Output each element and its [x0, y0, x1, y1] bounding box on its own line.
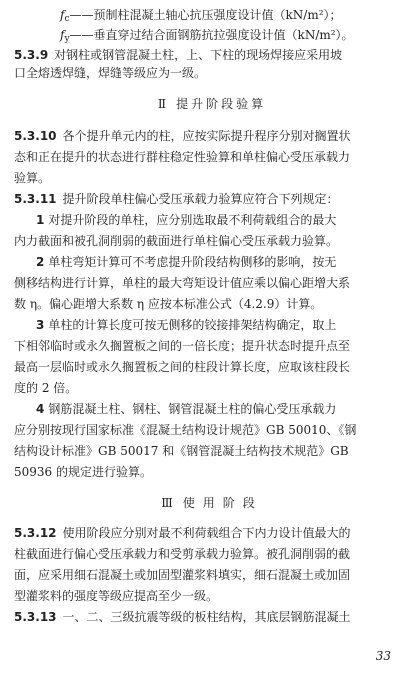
item-text: 结构设计标准》GB 50017 和《钢管混凝土结构技术规范》GB [14, 444, 349, 458]
clause-number: 5.3.13 [14, 610, 57, 624]
clause-5-3-12 [14, 523, 410, 607]
list-item [14, 252, 410, 315]
symbol-subscript: y [64, 34, 70, 44]
item-text: 50936 的规定进行验算。 [14, 465, 152, 479]
item-number: 3 [36, 318, 45, 332]
section-roman: Ⅱ [157, 97, 167, 111]
item-text: 钢筋混凝土柱、钢柱、钢管混凝土柱的偏心受压承载力 [48, 402, 337, 416]
item-number: 2 [36, 255, 45, 269]
clause-5-3-13 [14, 607, 410, 628]
item-number: 4 [36, 402, 45, 416]
clause-text: 各个提升单元内的柱，应按实际提升程序分别对搁置状 [62, 129, 351, 143]
page-number: 33 [375, 649, 391, 663]
item-text: 侧移结构进行计算，单柱的最大弯矩设计值应乘以偏心距增大系 [14, 276, 351, 290]
clause-number: 5.3.9 [14, 48, 49, 62]
clause-5-3-9 [14, 46, 410, 82]
list-item [14, 210, 410, 252]
section-roman: Ⅲ [161, 496, 173, 510]
clause-text: 态和正在提升的状态进行群柱稳定性验算和单柱偏心受压承载力 [14, 150, 351, 164]
section-title: 使用阶段 [182, 496, 263, 510]
clause-text: 型灌浆料的强度等级应提高至少一级。 [14, 589, 219, 603]
clause-5-3-10 [14, 126, 410, 189]
definition-text: ——预制柱混凝土轴心抗压强度设计值（kN/m²）； [69, 8, 342, 22]
clause-text: 一、二、三级抗震等级的板柱结构，其底层钢筋混凝土 [62, 610, 351, 624]
definition-fc [14, 6, 410, 24]
item-text: 对提升阶段的单柱，应分别选取最不利荷载组合的最大 [48, 213, 337, 227]
symbol-f: f [60, 8, 65, 22]
clause-text: 口全熔透焊缝，焊缝等级应为一级。 [14, 66, 207, 80]
section-title: 提升阶段验算 [176, 97, 267, 111]
clause-text: 柱截面进行偏心受压承载力和受剪承载力验算。被孔洞削弱的截 [14, 547, 351, 561]
definition-text: ——垂直穿过结合面钢筋抗拉强度设计值（kN/m²）。 [69, 28, 354, 42]
clause-text: 提升阶段单柱偏心受压承载力验算应符合下列规定： [62, 192, 339, 206]
clause-number: 5.3.11 [14, 192, 57, 206]
item-text: 单柱的计算长度可按无侧移的铰接排架结构确定，取上 [48, 318, 337, 332]
item-text: 应分别按现行国家标准《混凝土结构设计规范》GB 50010、《钢 [14, 423, 357, 437]
item-text: 数 η。偏心距增大系数 η 应按本标准公式（4.2.9）计算。 [14, 297, 323, 311]
clause-5-3-11 [14, 189, 410, 483]
item-text: 度的 2 倍。 [14, 381, 78, 395]
item-text: 内力截面和被孔洞削弱的截面进行单柱偏心受压承载力验算。 [14, 234, 339, 248]
section-heading-3 [14, 493, 410, 513]
clause-text: 验算。 [14, 171, 51, 185]
clause-text: 对钢柱或钢管混凝土柱，上、下柱的现场焊接应采用坡 [54, 48, 343, 62]
item-number: 1 [36, 213, 45, 227]
item-text: 最高一层临时或永久搁置板之间的柱段计算长度，应取该柱段长 [14, 360, 351, 374]
clause-text: 面，应采用细石混凝土或加固型灌浆料填实，细石混凝土或加固 [14, 568, 351, 582]
symbol-f: f [60, 28, 65, 42]
clause-number: 5.3.12 [14, 526, 57, 540]
item-text: 下相邻临时或永久搁置板之间的一倍长度；提升状态时提升点至 [14, 339, 351, 353]
list-item [14, 315, 410, 399]
clause-text: 使用阶段应分别对最不利荷载组合下内力设计值最大的 [62, 526, 351, 540]
list-item [14, 399, 410, 483]
section-heading-2 [14, 94, 410, 114]
definition-fy [14, 26, 410, 44]
symbol-subscript: c [64, 14, 70, 24]
clause-number: 5.3.10 [14, 129, 57, 143]
item-text: 单柱弯矩计算可不考虑提升阶段结构侧移的影响，按无 [48, 255, 337, 269]
